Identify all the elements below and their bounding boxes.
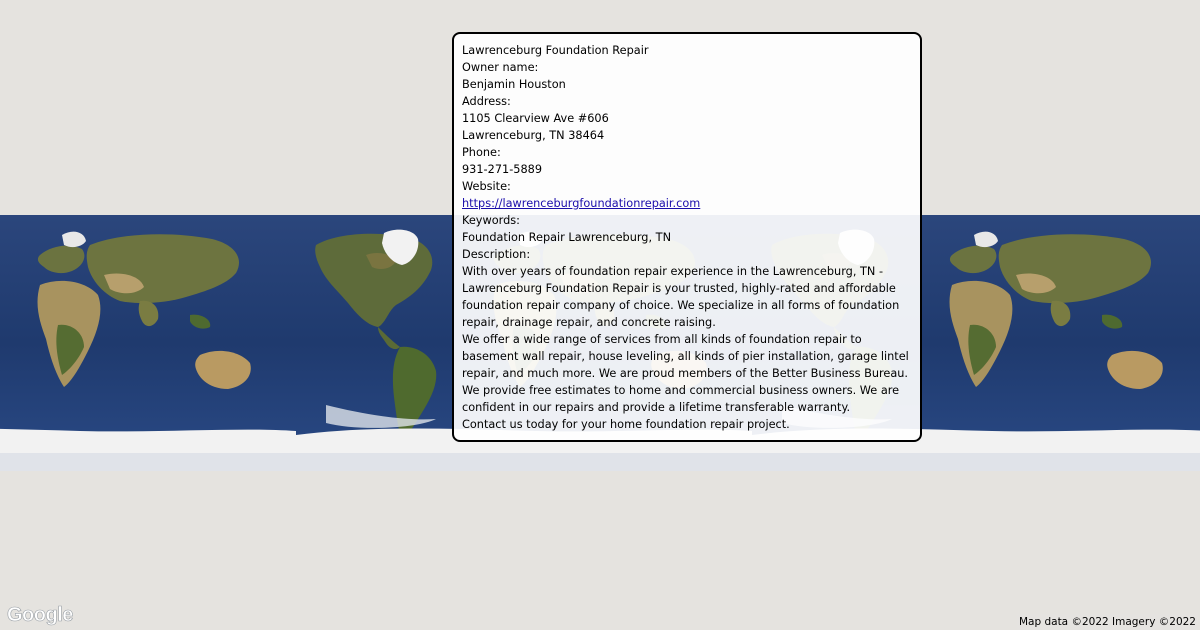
website-link[interactable]: https://lawrenceburgfoundationrepair.com (462, 197, 701, 210)
description-paragraph-2: We offer a wide range of services from all kinds of foundation repair to basement wall repair, house leveling, all kinds of pier installation, garage lintel repair, and much more. We are proud members of the Better Business Bureau. We provide free estimates to home and commercial business owners. We are confident in our repairs and provide a lifetime transferable warranty. (462, 333, 909, 414)
google-logo[interactable]: Google (7, 604, 73, 626)
address-line-2: Lawrenceburg, TN 38464 (462, 129, 605, 142)
keywords-label: Keywords: (462, 214, 520, 227)
business-info-window (452, 32, 922, 442)
description-paragraph-3: Contact us today for your home foundation repair project. (462, 418, 790, 431)
phone-label: Phone: (462, 146, 501, 159)
address-line-1: 1105 Clearview Ave #606 (462, 112, 609, 125)
business-name: Lawrenceburg Foundation Repair (462, 44, 649, 57)
description-paragraph-1: With over years of foundation repair experience in the Lawrenceburg, TN - Lawrenceburg Foundation Repair is your trusted, highly-rated and affordable foundation repair company of choice. We specialize in all forms of foundation repair, drainage repair, and concrete raising. (462, 265, 900, 329)
owner-label: Owner name: (462, 61, 539, 74)
description-label: Description: (462, 248, 531, 261)
owner-value: Benjamin Houston (462, 78, 566, 91)
map-attribution: Map data ©2022 Imagery ©2022 (1018, 616, 1196, 628)
keywords-value: Foundation Repair Lawrenceburg, TN (462, 231, 672, 244)
phone-value: 931-271-5889 (462, 163, 543, 176)
website-label: Website: (462, 180, 511, 193)
address-label: Address: (462, 95, 511, 108)
